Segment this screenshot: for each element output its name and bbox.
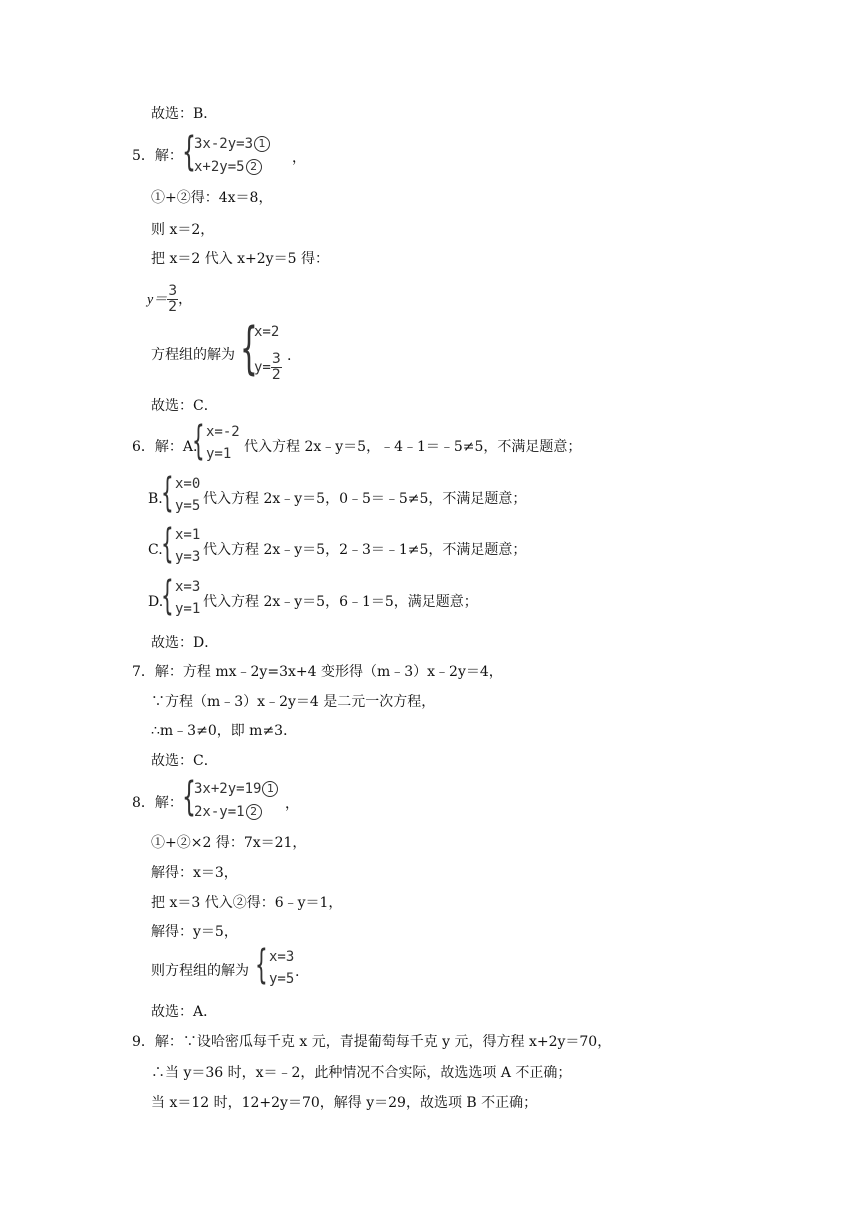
equation-1: x=-2 [206,424,240,440]
equation-2: y=5 [269,971,295,987]
equation-2: y= $\frac{3}{2}$ [254,351,281,383]
equation-2: y=3 [175,549,201,565]
solution-label: 方程组的解为 [151,347,235,363]
question-6-label: 6．解：A. [132,439,198,455]
equation-system-q6-b [161,470,205,520]
answer-choice-line: 故选：D． [151,635,219,651]
step-line: 代入方程 2x﹣y＝5，6﹣1＝5，满足题意； [203,594,478,610]
period: . [295,964,300,980]
solution-label: 则方程组的解为 [151,963,249,979]
equation-1: x=3 [269,949,295,965]
step-line: 则 x＝2， [151,222,215,238]
question-8-label: 8．解： [132,795,183,811]
brace-icon: { [182,129,196,175]
step-line: 把 x＝2 代入 x+2y＝5 得： [151,251,329,267]
equation-system-q8 [182,774,292,826]
question-7-label: 7．解：方程 mx﹣2y=3x+4 变形得（m﹣3）x﹣2y＝4， [132,664,503,680]
brace-icon: { [182,774,196,820]
equation-1: x=1 [175,527,201,543]
question-5-label: 5．解： [132,148,183,164]
step-line: 代入方程 2x﹣y＝5，2﹣3＝﹣1≠5，不满足题意； [203,542,527,558]
step-line: y＝ $\frac{3}{2}$ ， [147,283,193,315]
equation-1: 3x+2y=19 1 [194,781,278,797]
step-line: 解得：y＝5， [151,924,238,940]
equation-2: y=1 [175,601,201,617]
step-line: ∵方程（m﹣3）x﹣2y＝4 是二元一次方程， [151,694,436,710]
equation-2: y=1 [206,446,232,462]
question-9-label: 9．解：∵设哈密瓜每千克 x 元，青提葡萄每千克 y 元，得方程 x+2y＝70， [132,1034,612,1050]
brace-icon: { [161,573,174,619]
equation-2: 2x-y=1 2 [194,804,262,820]
answer-choice-line: 故选：B． [151,106,218,122]
step-line: 代入方程 2x﹣y＝5，0﹣5＝﹣5≠5，不满足题意； [203,491,527,507]
step-line: ∴m﹣3≠0，即 m≠3． [151,723,298,739]
brace-icon: { [161,470,174,516]
option-d-label: D. [148,594,164,610]
equation-1: 3x-2y=3 1 [194,136,270,152]
answer-choice-line: 故选：A． [151,1004,218,1020]
equation-1: x=3 [175,579,201,595]
step-line: 把 x＝3 代入②得：6﹣y＝1， [151,895,343,911]
period: . [287,348,292,364]
brace-icon: { [192,418,205,464]
brace-icon: { [161,521,174,567]
step-line: ①+②得：4x＝8， [151,190,273,206]
step-line: 代入方程 2x﹣y＝5，﹣4﹣1＝﹣5≠5，不满足题意； [244,439,582,455]
brace-icon: { [240,316,258,381]
equation-1: x=0 [175,476,201,492]
equation-system-q6-c [161,521,205,571]
equation-system-q6-d [161,573,205,623]
brace-icon: { [255,942,268,988]
equation-2: y=5 [175,498,201,514]
answer-choice-line: 故选：C． [151,398,218,414]
step-line: 当 x＝12 时，12+2y＝70，解得 y＝29，故选项 B 不正确； [151,1095,538,1111]
equation-2: x+2y=5 2 [194,159,262,175]
step-line: ①+②×2 得：7x＝21， [151,835,307,851]
equation-system-q6-a [192,418,244,468]
answer-choice-line: 故选：C． [151,753,218,769]
equation-system-q5 [182,129,292,181]
comma: ， [292,150,306,166]
option-b-label: B. [148,491,163,507]
comma: ， [285,796,299,812]
option-c-label: C. [148,542,163,558]
step-line: ∴当 y＝36 时，x＝﹣2，此种情况不合实际，故选选项 A 不正确； [151,1065,572,1081]
step-line: 解得：x＝3， [151,865,238,881]
equation-1: x=2 [254,324,280,340]
fraction: $\frac{3}{2}$ [168,283,178,315]
